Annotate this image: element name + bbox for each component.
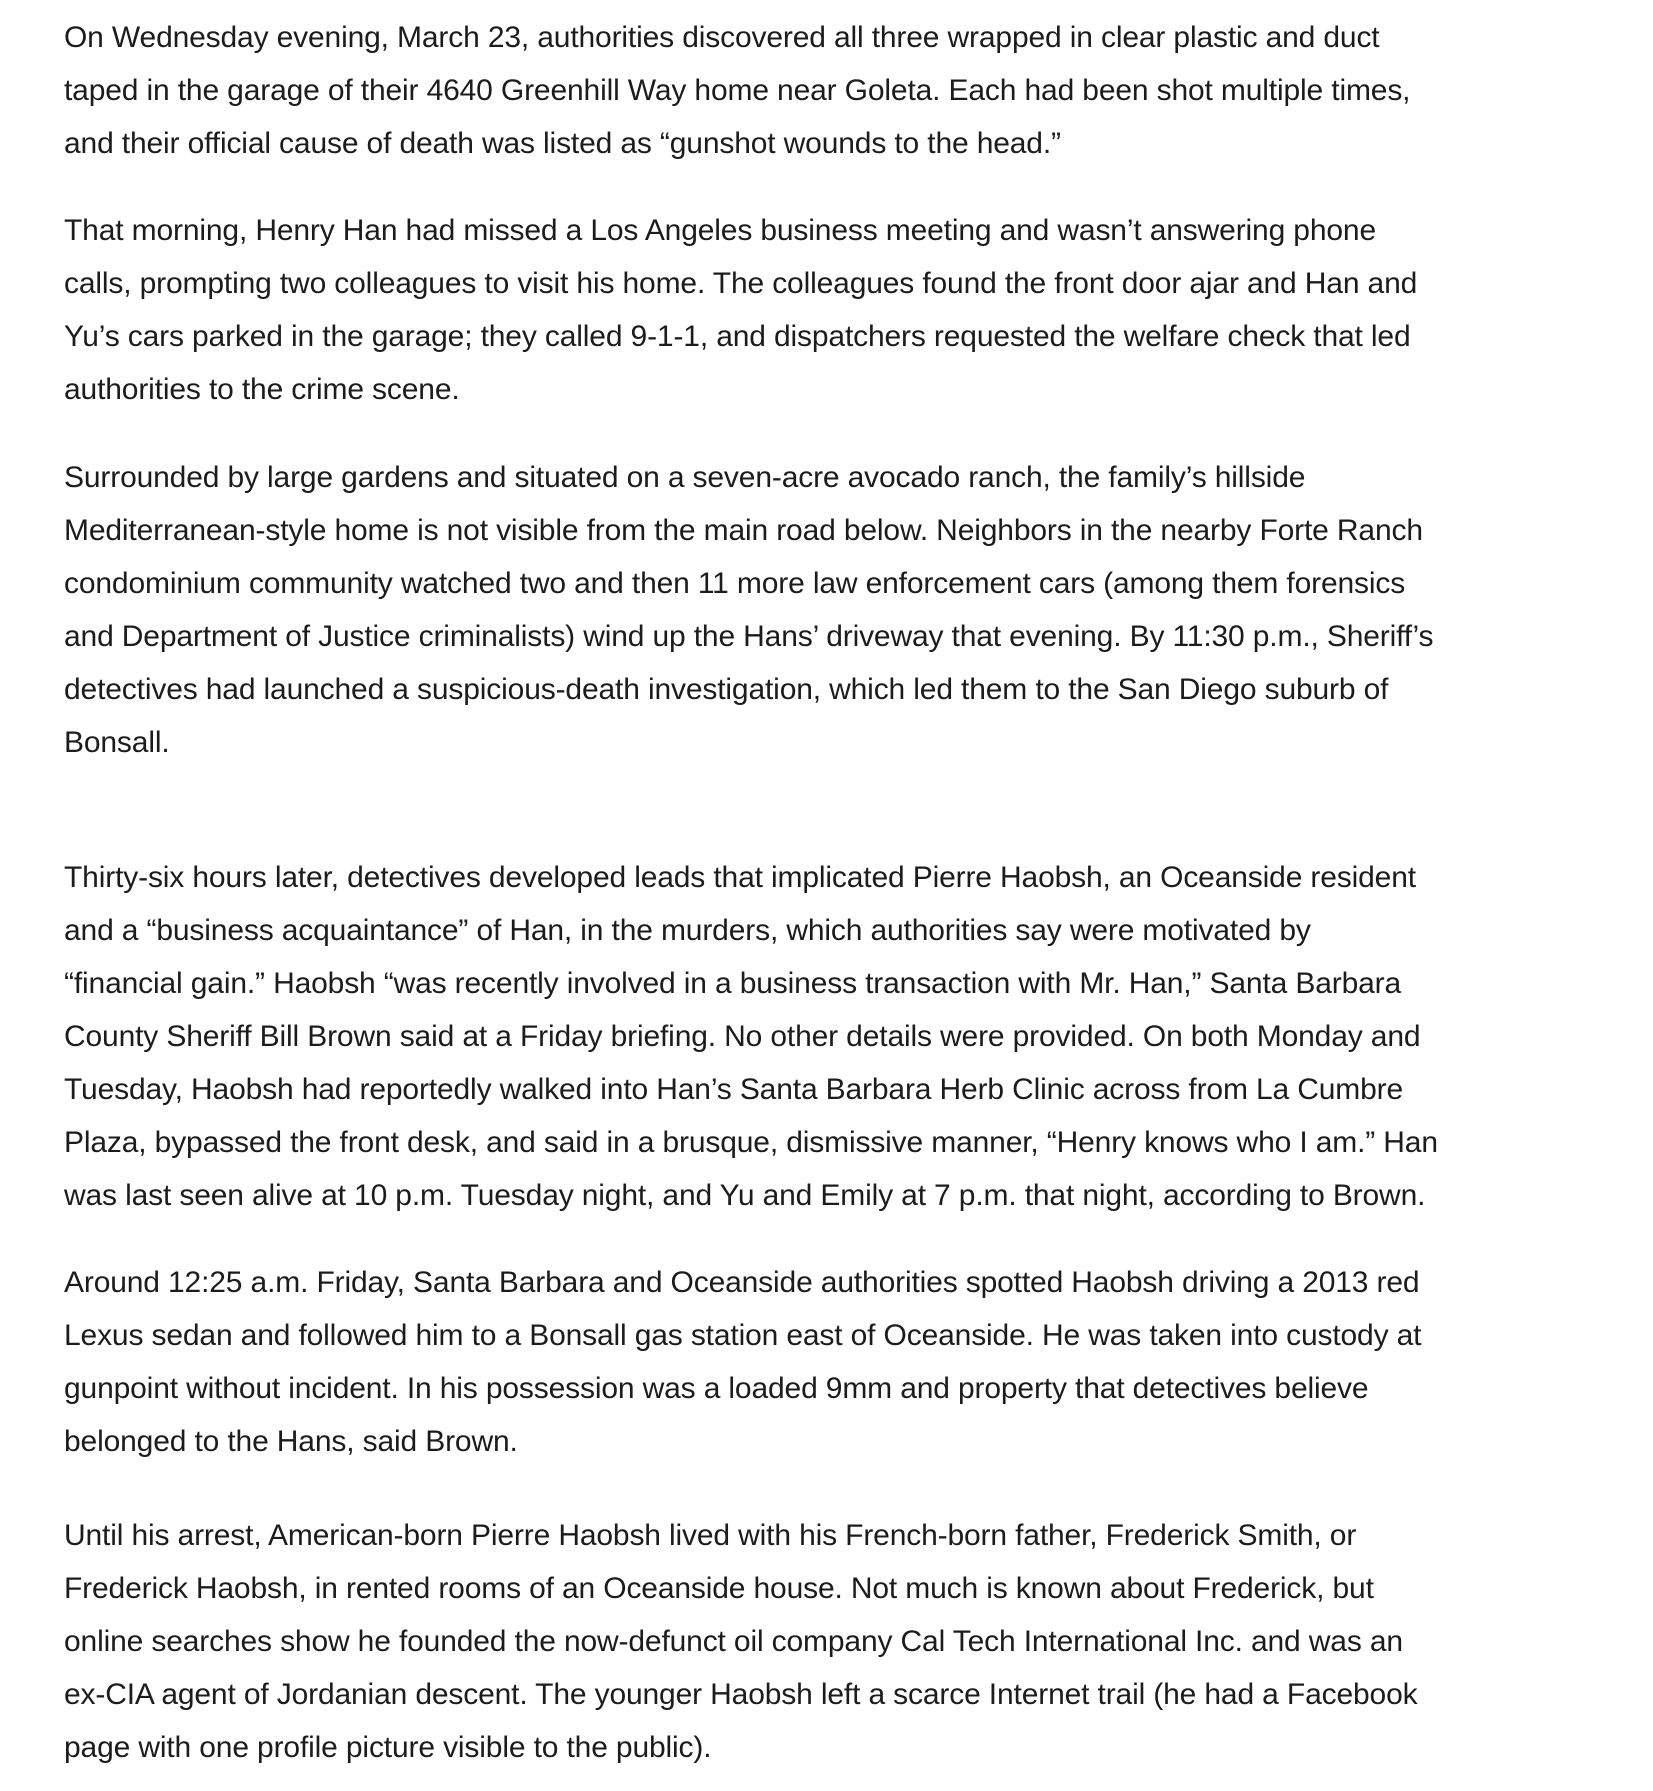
- text-line: calls, prompting two colleagues to visit his home. The colleagues found the front door ajar and Han and: [64, 267, 1418, 300]
- paragraph-background: [64, 1509, 1417, 1774]
- text-line: Plaza, bypassed the front desk, and said in a brusque, dismissive manner, “Henry knows who I am.” Han: [64, 1126, 1438, 1159]
- text-line: page with one profile picture visible to the public).: [64, 1731, 712, 1764]
- text-line: On Wednesday evening, March 23, authorities discovered all three wrapped in clear plastic and duct: [64, 21, 1380, 54]
- paragraph-suspect: [64, 851, 1438, 1222]
- text-line: gunpoint without incident. In his possession was a loaded 9mm and property that detectives believe: [64, 1372, 1369, 1405]
- paragraph-morning: [64, 204, 1417, 416]
- text-line: Tuesday, Haobsh had reportedly walked into Han’s Santa Barbara Herb Clinic across from La Cumbre: [64, 1073, 1404, 1106]
- text-line: and their official cause of death was listed as “gunshot wounds to the head.”: [64, 127, 1061, 160]
- text-line: County Sheriff Bill Brown said at a Friday briefing. No other details were provided. On both Monday and: [64, 1020, 1421, 1053]
- paragraph-arrest: [64, 1256, 1421, 1468]
- text-line: Frederick Haobsh, in rented rooms of an Oceanside house. Not much is known about Frederick, but: [64, 1572, 1374, 1605]
- text-line: Surrounded by large gardens and situated on a seven-acre avocado ranch, the family’s hillside: [64, 461, 1306, 494]
- text-line: “financial gain.” Haobsh “was recently involved in a business transaction with Mr. Han,” Santa Barbara: [64, 967, 1402, 1000]
- text-line: taped in the garage of their 4640 Greenhill Way home near Goleta. Each had been shot multiple times,: [64, 74, 1411, 107]
- text-line: ex-CIA agent of Jordanian descent. The younger Haobsh left a scarce Internet trail (he had a Facebook: [64, 1678, 1418, 1711]
- text-line: authorities to the crime scene.: [64, 373, 460, 406]
- text-line: was last seen alive at 10 p.m. Tuesday night, and Yu and Emily at 7 p.m. that night, according to Brown.: [64, 1179, 1426, 1212]
- text-line: and a “business acquaintance” of Han, in the murders, which authorities say were motivated by: [64, 914, 1311, 947]
- text-line: Mediterranean-style home is not visible from the main road below. Neighbors in the nearby Forte Ranch: [64, 514, 1423, 547]
- text-line: Bonsall.: [64, 726, 170, 759]
- text-line: Thirty-six hours later, detectives developed leads that implicated Pierre Haobsh, an Oceanside resident: [64, 861, 1416, 894]
- text-line: and Department of Justice criminalists) wind up the Hans’ driveway that evening. By 11:30 p.m., Sheriff’s: [64, 620, 1434, 653]
- text-line: online searches show he founded the now-defunct oil company Cal Tech International Inc. and was an: [64, 1625, 1403, 1658]
- text-line: detectives had launched a suspicious-death investigation, which led them to the San Diego suburb of: [64, 673, 1389, 706]
- text-line: belonged to the Hans, said Brown.: [64, 1425, 518, 1458]
- text-line: Around 12:25 a.m. Friday, Santa Barbara and Oceanside authorities spotted Haobsh driving a 2013 red: [64, 1266, 1420, 1299]
- text-line: Until his arrest, American-born Pierre Haobsh lived with his French-born father, Frederick Smith, or: [64, 1519, 1357, 1552]
- text-line: That morning, Henry Han had missed a Los Angeles business meeting and wasn’t answering phone: [64, 214, 1376, 247]
- paragraph-home: [64, 451, 1433, 769]
- text-line: Lexus sedan and followed him to a Bonsall gas station east of Oceanside. He was taken into custody at: [64, 1319, 1422, 1352]
- paragraph-discovery: [64, 11, 1410, 170]
- text-line: Yu’s cars parked in the garage; they called 9-1-1, and dispatchers requested the welfare check that led: [64, 320, 1411, 353]
- text-line: condominium community watched two and then 11 more law enforcement cars (among them forensics: [64, 567, 1406, 600]
